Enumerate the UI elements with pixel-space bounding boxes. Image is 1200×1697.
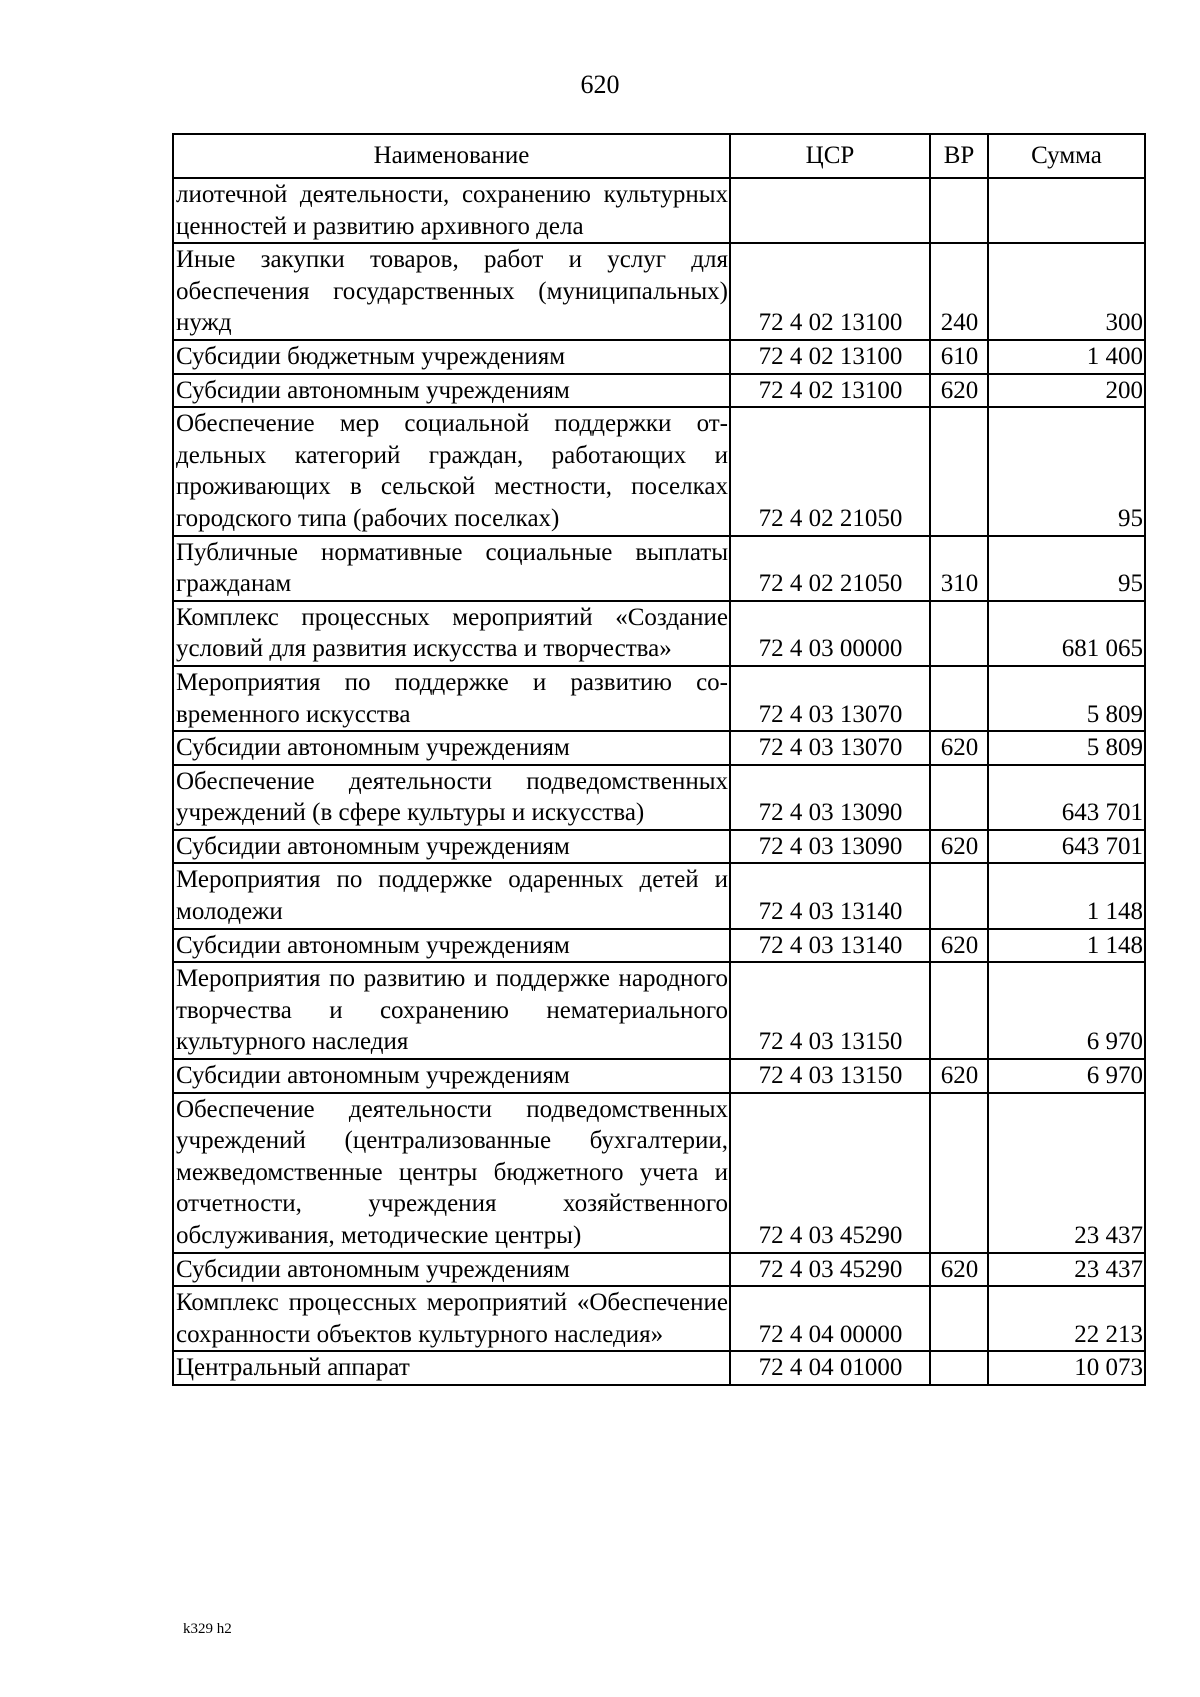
table-row [173,1093,1145,1253]
cell-vr: 240 [930,243,988,340]
cell-name: Комплекс процессных мероприятий «Создание условий для развития искусства и творчества» [173,601,730,666]
cell-name: Субсидии автономным учреждениям [173,731,730,765]
cell-name: Обеспечение мер социальной поддержки отдельных категорий граждан, работающих и проживающих в сельской местности, поселках городского типа (рабочих поселках) [173,407,730,535]
cell-sum: 6 970 [988,1059,1145,1093]
cell-sum: 1 148 [988,929,1145,963]
table-row [173,863,1145,928]
cell-csr: 72 4 02 13100 [730,243,930,340]
table-row [173,1253,1145,1287]
cell-vr [930,1093,988,1253]
cell-csr: 72 4 03 13150 [730,1059,930,1093]
table-row [173,1059,1145,1093]
cell-sum: 23 437 [988,1253,1145,1287]
cell-name: Комплекс процессных мероприятий «Обеспечение сохранности объектов культурного наследия» [173,1286,730,1351]
table-row [173,1286,1145,1351]
table-row [173,962,1145,1059]
table-row [173,536,1145,601]
cell-sum: 643 701 [988,765,1145,830]
cell-vr: 620 [930,731,988,765]
cell-sum: 5 809 [988,731,1145,765]
cell-name: Мероприятия по развитию и поддержке народного творчества и сохранению нематериального культурного наследия [173,962,730,1059]
cell-csr: 72 4 03 13150 [730,962,930,1059]
cell-vr: 620 [930,1253,988,1287]
cell-csr: 72 4 03 00000 [730,601,930,666]
cell-name: Публичные нормативные социальные выплаты гражданам [173,536,730,601]
cell-name: Иные закупки товаров, работ и услуг для обеспечения государственных (муниципальных) нужд [173,243,730,340]
cell-csr: 72 4 04 00000 [730,1286,930,1351]
cell-vr: 610 [930,340,988,374]
cell-vr [930,863,988,928]
table-row [173,830,1145,864]
cell-name: Субсидии автономным учреждениям [173,929,730,963]
cell-name: Субсидии бюджетным учреждениям [173,340,730,374]
cell-sum: 23 437 [988,1093,1145,1253]
cell-vr [930,962,988,1059]
cell-vr [930,601,988,666]
header-csr: ЦСР [730,134,930,178]
cell-name: Обеспечение деятельности подведомственных учреждений (в сфере культуры и искусства) [173,765,730,830]
page-number: 620 [580,70,620,99]
cell-vr: 310 [930,536,988,601]
cell-sum: 1 148 [988,863,1145,928]
cell-csr: 72 4 03 45290 [730,1253,930,1287]
table-row [173,929,1145,963]
cell-sum: 22 213 [988,1286,1145,1351]
table-row [173,178,1145,243]
cell-sum: 1 400 [988,340,1145,374]
cell-name: Субсидии автономным учреждениям [173,830,730,864]
cell-sum: 95 [988,407,1145,535]
cell-vr: 620 [930,374,988,408]
cell-sum: 300 [988,243,1145,340]
cell-vr [930,765,988,830]
table-row [173,340,1145,374]
cell-sum: 6 970 [988,962,1145,1059]
table-row [173,666,1145,731]
cell-csr: 72 4 02 21050 [730,407,930,535]
cell-csr: 72 4 02 13100 [730,340,930,374]
table-row [173,1351,1145,1385]
cell-csr: 72 4 03 13070 [730,731,930,765]
cell-sum: 10 073 [988,1351,1145,1385]
table-row [173,374,1145,408]
cell-name: Мероприятия по поддержке одаренных детей и молодежи [173,863,730,928]
cell-vr [930,407,988,535]
table-row [173,243,1145,340]
cell-vr [930,666,988,731]
budget-table [172,133,1146,1386]
cell-sum: 5 809 [988,666,1145,731]
cell-vr [930,1286,988,1351]
cell-csr: 72 4 03 13090 [730,830,930,864]
cell-csr: 72 4 04 01000 [730,1351,930,1385]
cell-name: Центральный аппарат [173,1351,730,1385]
cell-csr: 72 4 03 45290 [730,1093,930,1253]
cell-csr: 72 4 03 13140 [730,929,930,963]
cell-vr [930,1351,988,1385]
cell-csr: 72 4 02 13100 [730,374,930,408]
cell-csr: 72 4 03 13070 [730,666,930,731]
cell-name: Обеспечение деятельности подведомственных учреждений (централизованные бухгалтерии, межведомственные центры бюджетного учета и отчетности, учреждения хозяйственного обслуживания, методические центры) [173,1093,730,1253]
cell-name: Субсидии автономным учреждениям [173,1059,730,1093]
cell-vr: 620 [930,830,988,864]
cell-vr: 620 [930,929,988,963]
cell-csr: 72 4 03 13140 [730,863,930,928]
header-sum: Сумма [988,134,1145,178]
cell-sum: 681 065 [988,601,1145,666]
table-row [173,731,1145,765]
table-row [173,601,1145,666]
cell-csr [730,178,930,243]
table-header-row [173,134,1145,178]
header-vr: ВР [930,134,988,178]
cell-csr: 72 4 02 21050 [730,536,930,601]
table-row [173,765,1145,830]
cell-name: Субсидии автономным учреждениям [173,1253,730,1287]
cell-name: Мероприятия по поддержке и развитию современного искусства [173,666,730,731]
cell-name: Субсидии автономным учреждениям [173,374,730,408]
cell-name: лиотечной деятельности, сохранению культурных ценностей и развитию архивного дела [173,178,730,243]
table-row [173,407,1145,535]
cell-sum: 95 [988,536,1145,601]
cell-sum [988,178,1145,243]
footer-code: k329 h2 [183,1621,232,1637]
header-name: Наименование [173,134,730,178]
cell-csr: 72 4 03 13090 [730,765,930,830]
cell-sum: 200 [988,374,1145,408]
table-body [173,178,1145,1385]
cell-sum: 643 701 [988,830,1145,864]
cell-vr: 620 [930,1059,988,1093]
cell-vr [930,178,988,243]
